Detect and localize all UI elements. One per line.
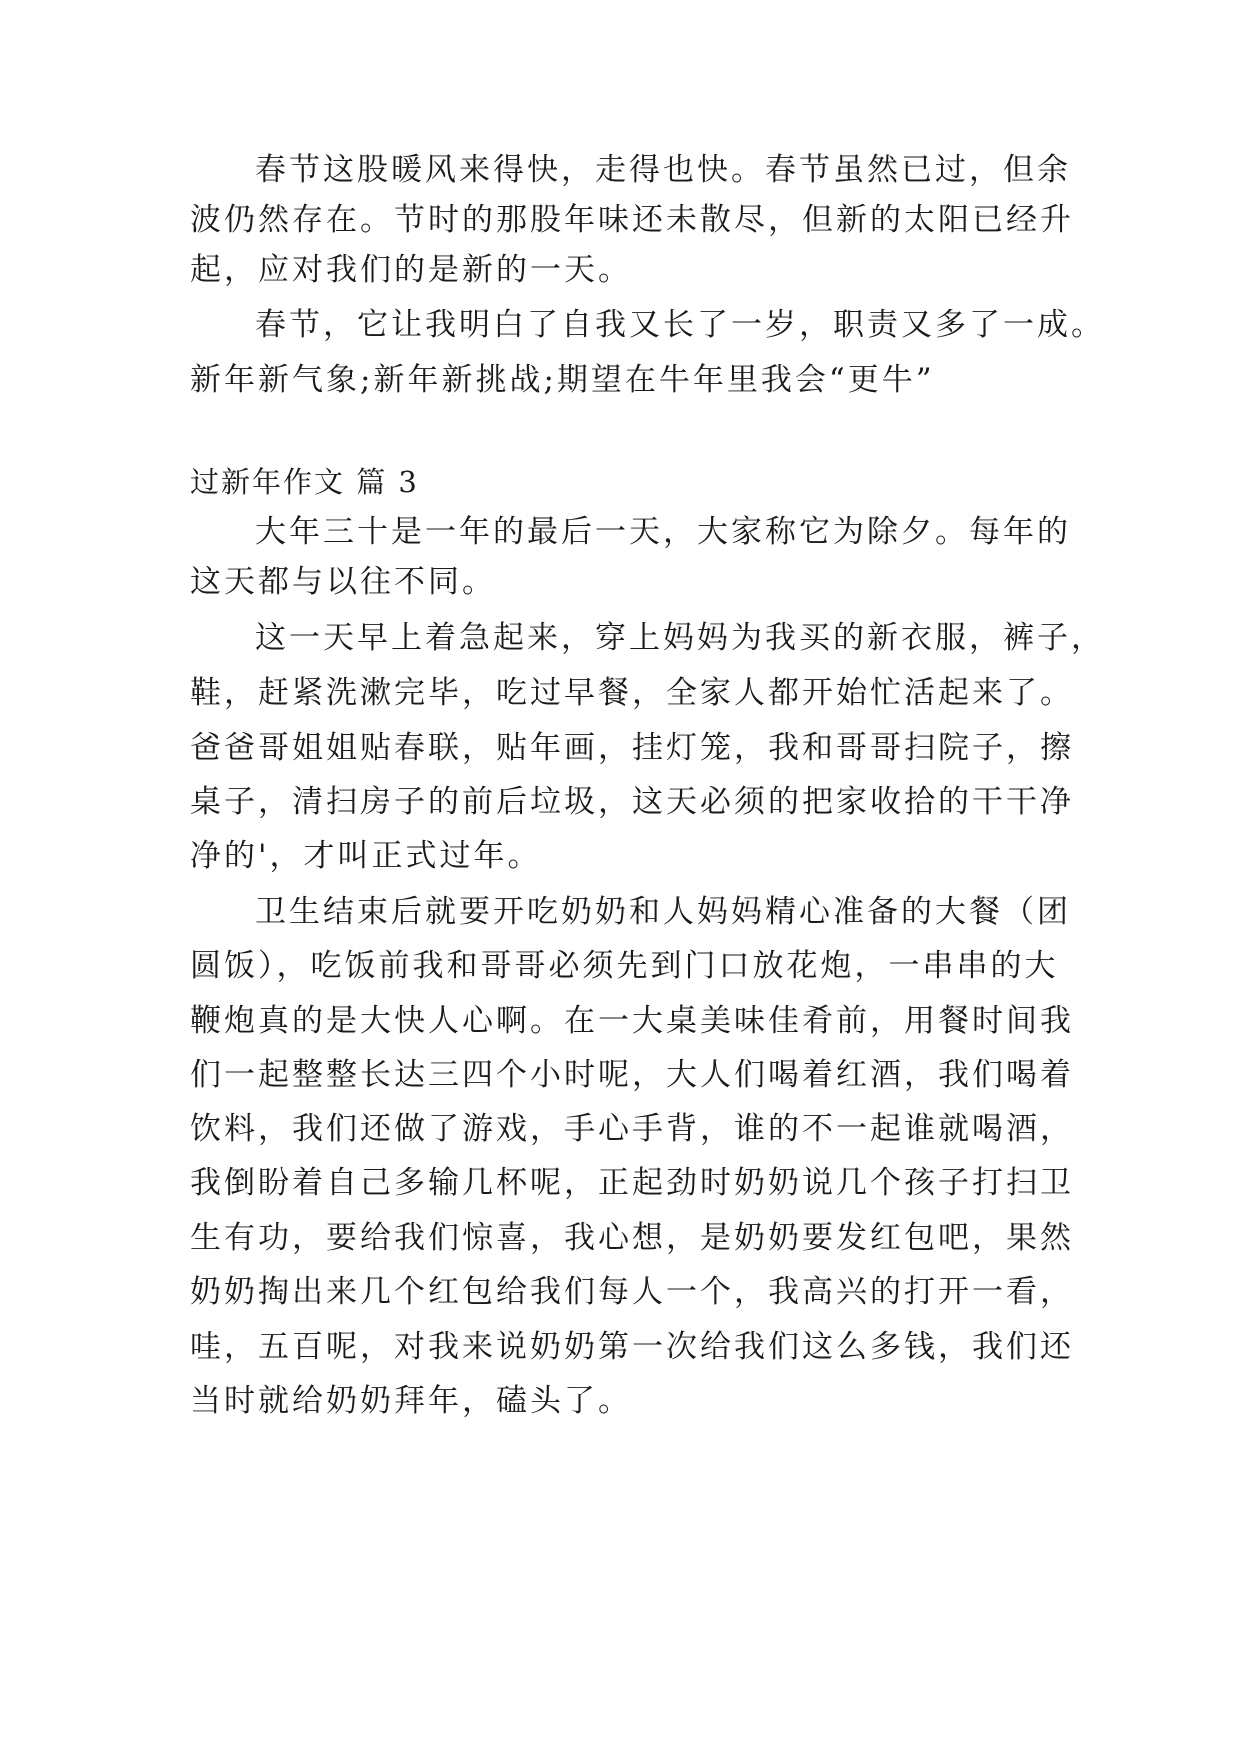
section-paragraph-3-line-4: 们一起整整长达三四个小时呢，大人们喝着红酒，我们喝着 [190, 1057, 1074, 1093]
section-paragraph-3-line-7: 生有功，要给我们惊喜，我心想，是奶奶要发红包吧，果然 [190, 1220, 1074, 1256]
section-paragraph-3-line-1: 卫生结束后就要开吃奶奶和人妈妈精心准备的大餐（团 [255, 894, 1071, 930]
paragraph-1-line-2: 波仍然存在。节时的那股年味还未散尽，但新的太阳已经升 [190, 202, 1074, 238]
section-paragraph-3-line-9: 哇，五百呢，对我来说奶奶第一次给我们这么多钱，我们还 [190, 1329, 1074, 1365]
section-paragraph-3-line-5: 饮料，我们还做了游戏，手心手背，谁的不一起谁就喝酒， [190, 1111, 1074, 1147]
section-paragraph-2-line-2: 鞋，赶紧洗漱完毕，吃过早餐，全家人都开始忙活起来了。 [190, 675, 1074, 711]
section-paragraph-2-line-5: 净的'，才叫正式过年。 [190, 838, 542, 874]
section-paragraph-3-line-10: 当时就给奶奶拜年，磕头了。 [190, 1383, 632, 1419]
paragraph-1-line-1: 春节这股暖风来得快，走得也快。春节虽然已过，但余 [255, 152, 1071, 188]
section-paragraph-3-line-6: 我倒盼着自己多输几杯呢，正起劲时奶奶说几个孩子打扫卫 [190, 1165, 1074, 1201]
section-paragraph-3-line-8: 奶奶掏出来几个红包给我们每人一个，我高兴的打开一看， [190, 1274, 1074, 1310]
section-paragraph-3-line-2: 圆饭），吃饭前我和哥哥必须先到门口放花炮，一串串的大 [190, 948, 1059, 984]
section-paragraph-2-line-4: 桌子，清扫房子的前后垃圾，这天必须的把家收拾的干干净 [190, 784, 1074, 820]
section-paragraph-1-line-2: 这天都与以往不同。 [190, 564, 496, 600]
section-paragraph-2-line-1: 这一天早上着急起来，穿上妈妈为我买的新衣服，裤子， [255, 620, 1105, 656]
paragraph-2-line-1: 春节，它让我明白了自我又长了一岁，职责又多了一成。 [255, 307, 1105, 343]
section-paragraph-2-line-3: 爸爸哥姐姐贴春联，贴年画，挂灯笼，我和哥哥扫院子，擦 [190, 730, 1074, 766]
section-paragraph-3-line-3: 鞭炮真的是大快人心啊。在一大桌美味佳肴前，用餐时间我 [190, 1003, 1074, 1039]
paragraph-1-line-3: 起，应对我们的是新的一天。 [190, 252, 632, 288]
section-paragraph-1-line-1: 大年三十是一年的最后一天，大家称它为除夕。每年的 [255, 514, 1071, 550]
section-heading: 过新年作文 篇 3 [190, 465, 419, 499]
paragraph-2-line-2: 新年新气象;新年新挑战;期望在牛年里我会“更牛” [190, 362, 935, 398]
